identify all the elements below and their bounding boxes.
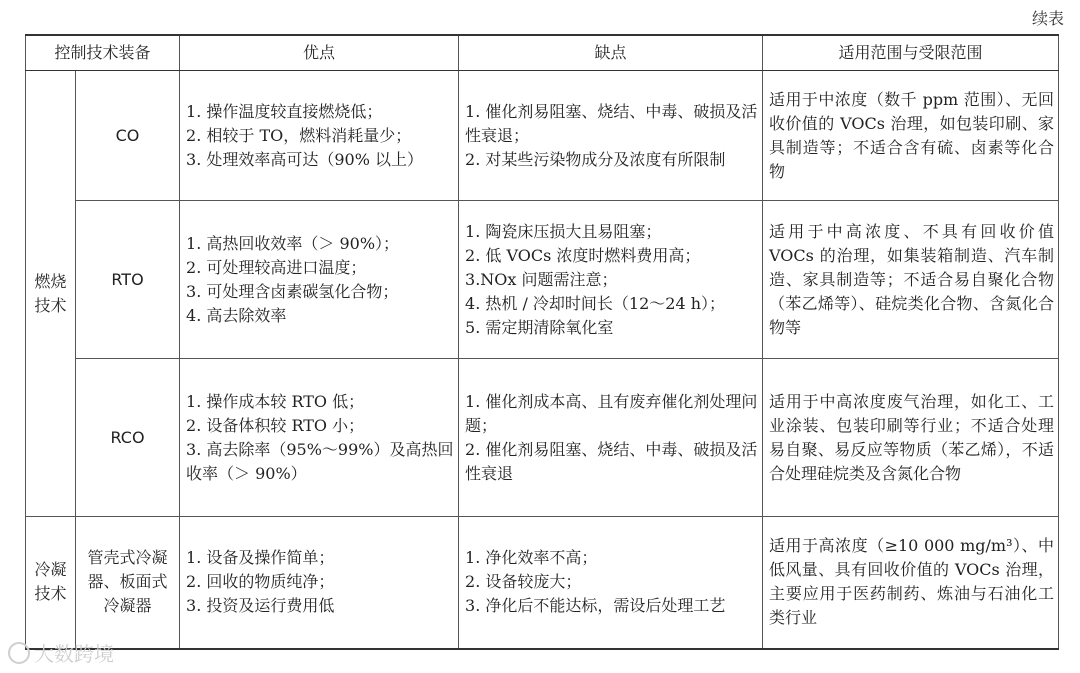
watermark (8, 638, 114, 667)
category-condensation: 冷凝 技术 (26, 517, 76, 649)
cons-condenser: 1. 净化效率不高； 2. 设备较庞大； 3. 净化后不能达标，需设后处理工艺 (459, 517, 763, 649)
cons-rto: 1. 陶瓷床压损大且易阻塞； 2. 低 VOCs 浓度时燃料费用高； 3.NOx 问题需注意； 4. 热机 / 冷却时间长（12～24 h）； 5. 需定期清除氧化室 (459, 201, 763, 359)
header-pros: 优点 (180, 35, 459, 71)
header-scope: 适用范围与受限范围 (763, 35, 1059, 71)
table-row-rco (26, 359, 1059, 517)
header-cons: 缺点 (459, 35, 763, 71)
equipment-rto: RTO (76, 201, 180, 359)
scope-rco: 适用于中高浓度废气治理，如化工、工业涂装、包装印刷等行业；不适合处理易自聚、易反应等物质（苯乙烯），不适合处理硅烷类及含氮化合物 (763, 359, 1059, 517)
voc-control-table (25, 34, 1059, 650)
table-header-row (26, 35, 1059, 71)
watermark-logo-icon (8, 642, 30, 664)
cons-co: 1. 催化剂易阻塞、烧结、中毒、破损及活性衰退； 2. 对某些污染物成分及浓度有所限制 (459, 71, 763, 201)
table-row-rto (26, 201, 1059, 359)
equipment-rco: RCO (76, 359, 180, 517)
pros-rco: 1. 操作成本较 RTO 低； 2. 设备体积较 RTO 小； 3. 高去除率（95%～99%）及高热回收率（＞ 90%） (180, 359, 459, 517)
watermark-text: 大数跨境 (34, 642, 114, 666)
pros-co: 1. 操作温度较直接燃烧低； 2. 相较于 TO，燃料消耗量少； 3. 处理效率高可达（90% 以上） (180, 71, 459, 201)
table-continued-caption: 续表 (1031, 9, 1064, 28)
pros-condenser: 1. 设备及操作简单； 2. 回收的物质纯净； 3. 投资及运行费用低 (180, 517, 459, 649)
equipment-co: CO (76, 71, 180, 201)
category-combustion: 燃烧 技术 (26, 71, 76, 517)
table-row-condenser (26, 517, 1059, 649)
cons-rco: 1. 催化剂成本高、且有废弃催化剂处理问题； 2. 催化剂易阻塞、烧结、中毒、破损及活性衰退 (459, 359, 763, 517)
pros-rto: 1. 高热回收效率（＞ 90%）； 2. 可处理较高进口温度； 3. 可处理含卤素碳氢化合物； 4. 高去除效率 (180, 201, 459, 359)
scope-co: 适用于中浓度（数千 ppm 范围）、无回收价值的 VOCs 治理，如包装印刷、家具制造等；不适合含有硫、卤素等化合物 (763, 71, 1059, 201)
header-equipment: 控制技术装备 (26, 35, 180, 71)
equipment-condenser: 管壳式冷凝器、板面式冷凝器 (76, 517, 180, 649)
scope-condenser: 适用于高浓度（≥10 000 mg/m³）、中低风量、具有回收价值的 VOCs 治理，主要应用于医药制药、炼油与石油化工类行业 (763, 517, 1059, 649)
table-row-co (26, 71, 1059, 201)
scope-rto: 适用于中高浓度、不具有回收价值 VOCs 的治理，如集装箱制造、汽车制造、家具制造等；不适合易自聚化合物（苯乙烯等）、硅烷类化合物、含氮化合物等 (763, 201, 1059, 359)
